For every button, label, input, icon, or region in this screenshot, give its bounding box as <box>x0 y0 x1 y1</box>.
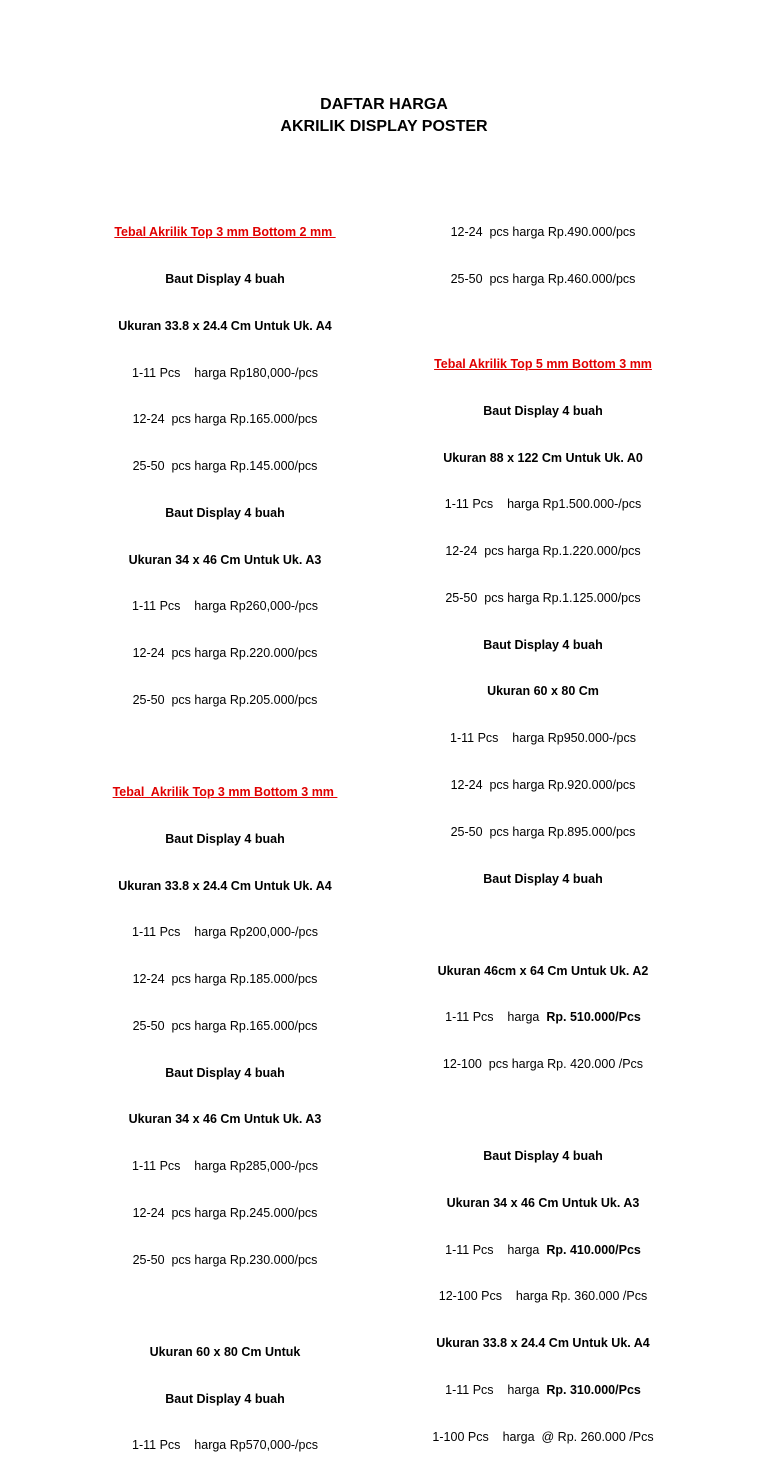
price-line: 12-24 pcs harga Rp.920.000/pcs <box>450 777 636 792</box>
price-amount: Rp. 310.000/Pcs <box>546 1382 641 1397</box>
price-qty: 1-11 Pcs harga <box>445 1010 547 1025</box>
price-qty: 1-11 Pcs harga <box>445 1382 547 1397</box>
bolt-info: Baut Display 4 buah <box>165 505 285 520</box>
bolt-info: Baut Display 4 buah <box>483 403 603 418</box>
bolt-info: Baut Display 4 buah <box>483 1149 603 1164</box>
document-title <box>0 94 768 138</box>
price-line: 25-50 pcs harga Rp.205.000/pcs <box>132 693 318 707</box>
price-line: 1-11 Pcs harga Rp1.500.000-/pcs <box>444 497 642 512</box>
price-line: 12-24 pcs harga Rp.490.000/pcs <box>450 225 636 240</box>
price-amount: Rp. 510.000/Pcs <box>546 1010 641 1025</box>
price-line: 1-11 Pcs harga Rp180,000-/pcs <box>132 365 318 380</box>
size-info: Ukuran 60 x 80 Cm <box>487 684 599 699</box>
price-line: 12-24 pcs harga Rp.185.000/pcs <box>132 972 318 987</box>
bolt-info: Baut Display 4 buah <box>165 1391 285 1406</box>
price-line: 25-50 pcs harga Rp.145.000/pcs <box>132 459 318 474</box>
price-line: 12-24 pcs harga Rp.245.000/pcs <box>132 1206 318 1220</box>
price-line: 1-11 Pcs harga Rp570,000-/pcs <box>132 1438 318 1453</box>
section-heading: Tebal Akrilik Top 3 mm Bottom 2 mm <box>114 225 336 240</box>
size-info: Ukuran 33.8 x 24.4 Cm Untuk Uk. A4 <box>118 318 332 333</box>
price-line: 25-50 pcs harga Rp.230.000/pcs <box>132 1252 318 1267</box>
price-line: 25-50 pcs harga Rp.460.000/pcs <box>450 271 636 286</box>
price-line: 1-11 Pcs harga Rp950.000-/pcs <box>450 731 636 746</box>
price-line: 25-50 pcs harga Rp.895.000/pcs <box>450 824 636 839</box>
section-heading: Tebal Akrilik Top 5 mm Bottom 3 mm <box>434 356 652 371</box>
right-column <box>368 194 718 1461</box>
price-line: 1-11 Pcs harga Rp285,000-/pcs <box>132 1159 318 1174</box>
price-line: 12-100 pcs harga Rp. 420.000 /Pcs <box>442 1057 644 1072</box>
price-line: 25-50 pcs harga Rp.1.125.000/pcs <box>445 590 641 605</box>
size-info: Ukuran 46cm x 64 Cm Untuk Uk. A2 <box>437 963 649 978</box>
bolt-info: Baut Display 4 buah <box>165 271 285 286</box>
price-line: 25-50 pcs harga Rp.165.000/pcs <box>132 1018 318 1033</box>
price-line: 12-24 pcs harga Rp.165.000/pcs <box>132 412 318 427</box>
title-line-1: DAFTAR HARGA <box>320 96 448 113</box>
size-info: Ukuran 34 x 46 Cm Untuk Uk. A3 <box>128 1112 322 1127</box>
bolt-info: Baut Display 4 buah <box>165 1065 285 1080</box>
price-line: 1-11 Pcs harga Rp200,000-/pcs <box>132 925 318 940</box>
bolt-info: Baut Display 4 buah <box>165 831 285 846</box>
price-line: 12-100 Pcs harga Rp. 360.000 /Pcs <box>438 1289 648 1304</box>
price-line: 12-24 pcs harga Rp.1.220.000/pcs <box>445 544 641 559</box>
size-info: Ukuran 33.8 x 24.4 Cm Untuk Uk. A4 <box>118 878 332 893</box>
title-line-2: AKRILIK DISPLAY POSTER <box>280 118 488 135</box>
price-line <box>368 1243 718 1259</box>
price-amount: Rp. 410.000/Pcs <box>546 1242 641 1257</box>
size-info: Ukuran 88 x 122 Cm Untuk Uk. A0 <box>443 450 643 465</box>
price-line <box>368 1383 718 1399</box>
price-line: 12-24 pcs harga Rp.220.000/pcs <box>132 646 318 661</box>
section-heading: Tebal Akrilik Top 3 mm Bottom 3 mm <box>112 784 338 799</box>
size-info: Ukuran 33.8 x 24.4 Cm Untuk Uk. A4 <box>436 1336 650 1351</box>
bolt-info: Baut Display 4 buah <box>483 637 603 652</box>
size-info: Ukuran 34 x 46 Cm Untuk Uk. A3 <box>128 552 322 567</box>
size-info: Ukuran 34 x 46 Cm Untuk Uk. A3 <box>446 1195 640 1210</box>
price-line: 1-100 Pcs harga @ Rp. 260.000 /Pcs <box>432 1429 654 1444</box>
price-qty: 1-11 Pcs harga <box>445 1242 547 1257</box>
bolt-info: Baut Display 4 buah <box>483 871 603 886</box>
size-info: Ukuran 60 x 80 Cm Untuk <box>149 1344 301 1359</box>
price-line: 1-11 Pcs harga Rp260,000-/pcs <box>132 599 318 614</box>
left-column <box>50 194 400 1470</box>
